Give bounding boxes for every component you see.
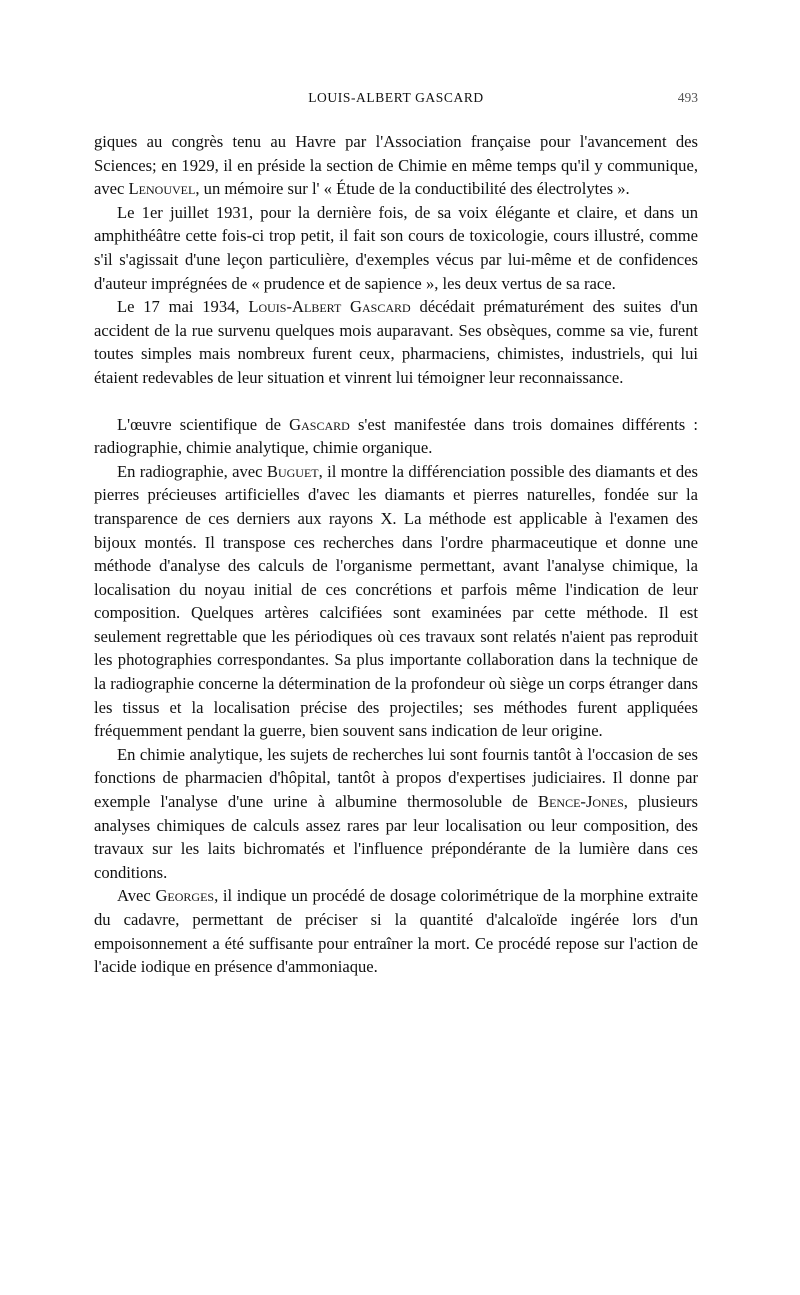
paragraph-1: giques au congrès tenu au Havre par l'Association française pour l'avancement des Sciences; en 1929, il en préside la section de Chimie en même temps qu'il y communique, avec Lenouvel, un mémoire sur l' « Étude de la conductibilité des électrolytes ». [94, 132, 698, 199]
paragraph-7: Avec Georges, il indique un procédé de dosage colorimétrique de la morphine extraite du cadavre, permettant de préciser si la quantité d'alcaloïde ingérée lors d'un empoisonnement a été suffisante pour entraîner la mort. Ce procédé repose sur l'action de l'acide iodique en présence d'ammoniaque. [94, 886, 698, 977]
paragraph-5: En radiographie, avec Buguet, il montre la différenciation possible des diamants et des pierres précieuses artificielles d'avec les diamants et pierres naturelles, fondée sur la transparence de ces derniers aux rayons X. La méthode est applicable à l'examen des bijoux montés. Il transpose ces recherches dans l'ordre pharmaceutique et donne une méthode d'analyse des calculs de l'organisme permettant, avant l'analyse chimique, la localisation du noyau initial de ces concrétions et parfois même l'indication de leur composition. Quelques artères calcifiées sont examinées par cette méthode. Il est seulement regrettable que les périodiques où ces travaux sont relatés n'aient pas reproduit les photographies correspondantes. Sa plus importante collaboration dans la technique de la radiographie concerne la détermination de la profondeur où siège un corps étranger dans les tissus et la localisation précise des projectiles; ses méthodes furent appliquées fréquemment pendant la guerre, bien souvent sans indication de leur origine. [94, 461, 698, 741]
paragraph-2: Le 1er juillet 1931, pour la dernière fois, de sa voix élégante et claire, et dans un amphithéâtre cette fois-ci trop petit, il fait son cours de toxicologie, cours illustré, comme s'il s'agissait d'une leçon particulière, d'exemples vécus par lui-même et de confidences d'auteur imprégnées de « prudence et de sapience », les deux vertus de sa race. [94, 202, 698, 293]
author-name: Gascard [289, 414, 350, 434]
author-name: Lenouvel [128, 179, 196, 199]
author-name: Louis-Albert Gascard [248, 297, 411, 317]
author-name: Bence-Jones [538, 792, 624, 812]
page-number: 493 [677, 90, 698, 105]
section-gap [94, 390, 698, 413]
running-title: LOUIS-ALBERT GASCARD [308, 90, 484, 105]
paragraph-4: L'œuvre scientifique de Gascard s'est manifestée dans trois domaines différents : radiographie, chimie analytique, chimie organique. [94, 414, 698, 458]
running-header [94, 86, 698, 110]
paragraph-3: Le 17 mai 1934, Louis-Albert Gascard décédait prématurément des suites d'un accident de la rue survenu quelques mois auparavant. Ses obsèques, comme sa vie, furent toutes simples mais nombreux furent ceux, pharmaciens, chimistes, industriels, qui lui étaient redevables de leur situation et vinrent lui témoigner leur reconnaissance. [94, 297, 698, 387]
author-name: Georges [155, 886, 215, 906]
body-text [94, 130, 698, 979]
document-page [94, 86, 698, 979]
author-name: Buguet [266, 461, 319, 481]
paragraph-6: En chimie analytique, les sujets de recherches lui sont fournis tantôt à l'occasion de ses fonctions de pharmacien d'hôpital, tantôt à propos d'expertises judiciaires. Il donne par exemple l'analyse d'une urine à albumine thermosoluble de Bence-Jones, plusieurs analyses chimiques de calculs assez rares par leur localisation ou leur composition, des travaux sur les laits bichromatés et l'influence prépondérante de la lumière dans ces conditions. [94, 744, 698, 882]
